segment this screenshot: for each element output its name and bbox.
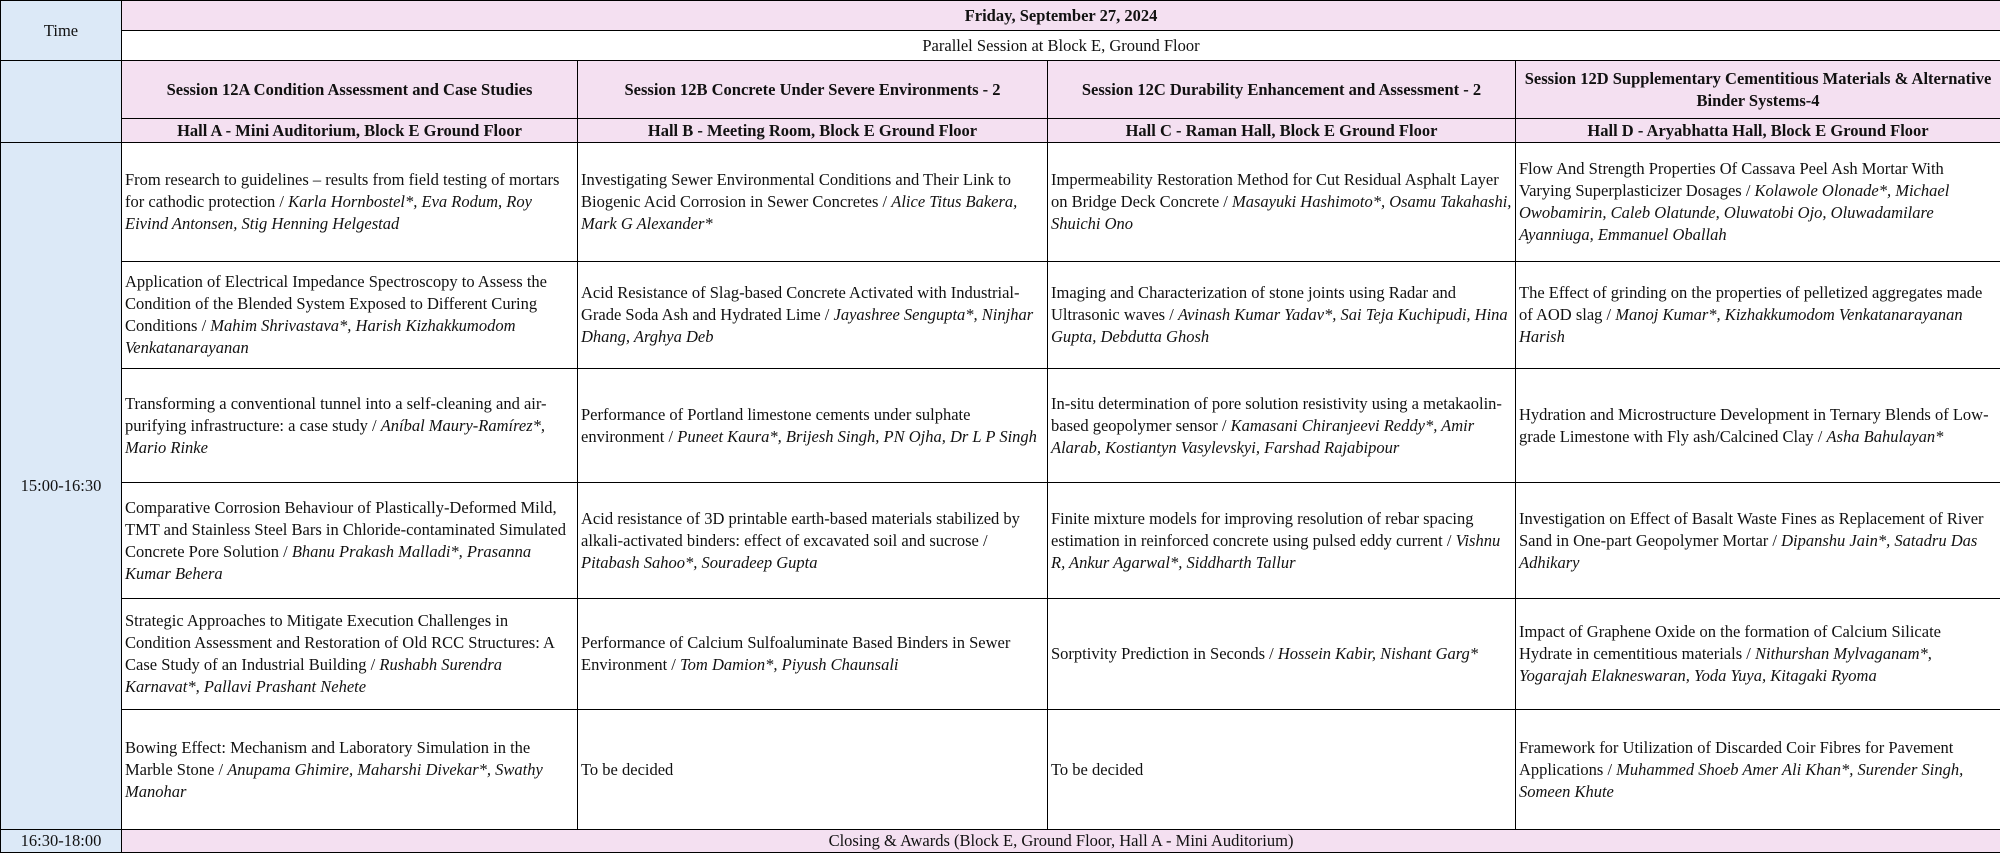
separator: / <box>1217 415 1231 435</box>
separator: / <box>1219 192 1232 211</box>
paper-authors: Jayashree Sengupta*, Ninjhar Dhang, Arghya Deb <box>581 305 1034 346</box>
paper-row <box>1 483 2000 599</box>
paper-title: Investigation on Effect of Basalt Waste Fines as Replacement of River Sand in One-part Geopolymer Mortar <box>1519 508 1984 550</box>
closing-awards: Closing & Awards (Block E, Ground Floor, Hall A - Mini Auditorium) <box>122 830 2000 853</box>
paper-title: In-situ determination of pore solution resistivity using a metakaolin-based geopolymer sensor <box>1051 393 1502 435</box>
paper-title: To be decided <box>581 759 674 779</box>
paper-title: Acid resistance of 3D printable earth-based materials stabilized by alkali-activated binders: effect of excavated soil and sucrose <box>581 508 1020 550</box>
paper-title: Bowing Effect: Mechanism and Laboratory Simulation in the Marble Stone <box>125 737 531 779</box>
separator: / <box>197 316 211 335</box>
paper-title: Finite mixture models for improving resolution of rebar spacing estimation in reinforced concrete using pulsed eddy current <box>1051 508 1474 550</box>
paper-title: Flow And Strength Properties Of Cassava Peel Ash Mortar With Varying Superplasticizer Dosages <box>1519 159 1944 200</box>
separator: / <box>878 192 892 211</box>
paper-cell <box>122 262 578 369</box>
time-spacer <box>1 61 122 143</box>
paper-cell <box>578 143 1048 262</box>
paper-title: Investigating Sewer Environmental Conditions and Their Link to Biogenic Acid Corrosion in Sewer Concretes <box>581 170 1011 211</box>
separator: / <box>1603 759 1617 779</box>
separator: / <box>1741 181 1755 200</box>
separator: / <box>664 426 678 446</box>
session-title-12c: Session 12C Durability Enhancement and Assessment - 2 <box>1048 61 1516 119</box>
time-header: Time <box>1 1 122 61</box>
separator: / <box>1265 644 1278 663</box>
paper-title: Acid Resistance of Slag-based Concrete Activated with Industrial-Grade Soda Ash and Hydrated Lime <box>581 283 1020 324</box>
paper-authors: Nithurshan Mylvaganam*, Yogarajah Elakneswaran, Yoda Yuya, Kitagaki Ryoma <box>1519 644 1932 685</box>
paper-authors: Alice Titus Bakera, Mark G Alexander* <box>581 192 1018 233</box>
paper-authors: Karla Hornbostel*, Eva Rodum, Roy Eivind Antonsen, Stig Henning Helgestad <box>125 192 532 233</box>
paper-title: The Effect of grinding on the properties of pelletized aggregates made of AOD slag <box>1519 283 1983 324</box>
separator: / <box>1602 305 1616 324</box>
paper-title: Comparative Corrosion Behaviour of Plastically-Deformed Mild, TMT and Stainless Steel Bars in Chloride-contaminated Simulated Concrete Pore Solution <box>125 497 566 561</box>
paper-title: Hydration and Microstructure Development in Ternary Blends of Low-grade Limestone with Fly ash/Calcined Clay <box>1519 404 1989 446</box>
paper-authors: Masayuki Hashimoto*, Osamu Takahashi, Shuichi Ono <box>1051 192 1512 233</box>
hall-a: Hall A - Mini Auditorium, Block E Ground Floor <box>122 119 578 143</box>
paper-title: Sorptivity Prediction in Seconds <box>1051 644 1266 663</box>
paper-cell <box>1048 262 1516 369</box>
paper-authors: Puneet Kaura*, Brijesh Singh, PN Ojha, Dr L P Singh <box>677 426 1037 446</box>
paper-title: Performance of Calcium Sulfoaluminate Based Binders in Sewer Environment <box>581 633 1011 674</box>
paper-cell <box>1048 143 1516 262</box>
paper-title: Application of Electrical Impedance Spectroscopy to Assess the Condition of the Blended System Exposed to Different Curing Conditions <box>125 272 547 335</box>
paper-title: Performance of Portland limestone cements under sulphate environment <box>581 404 971 446</box>
parallel-session-note: Parallel Session at Block E, Ground Floor <box>122 31 2000 61</box>
date-header: Friday, September 27, 2024 <box>122 1 2000 31</box>
paper-cell <box>122 599 578 710</box>
separator: / <box>367 415 381 435</box>
paper-authors: Aníbal Maury-Ramírez*, Mario Rinke <box>125 415 546 457</box>
paper-cell <box>1048 710 1516 830</box>
paper-title: Imaging and Characterization of stone joints using Radar and Ultrasonic waves <box>1051 283 1457 324</box>
separator: / <box>1813 426 1827 446</box>
paper-cell <box>1516 369 2000 483</box>
paper-cell <box>122 483 578 599</box>
separator: / <box>278 541 292 561</box>
paper-authors: Vishnu R, Ankur Agarwal*, Siddharth Tallur <box>1051 530 1501 572</box>
paper-authors: Kamasani Chiranjeevi Reddy*, Amir Alarab, Kostiantyn Vasylevskyi, Farshad Rajabipour <box>1051 415 1475 457</box>
paper-title: Transforming a conventional tunnel into a self-cleaning and air-purifying infrastructure: a case study <box>125 393 547 435</box>
paper-cell <box>1516 599 2000 710</box>
paper-authors: Asha Bahulayan* <box>1826 426 1944 446</box>
paper-cell <box>578 710 1048 830</box>
hall-b: Hall B - Meeting Room, Block E Ground Floor <box>578 119 1048 143</box>
paper-row <box>1 369 2000 483</box>
paper-authors: Manoj Kumar*, Kizhakkumodom Venkatanarayanan Harish <box>1519 305 1963 346</box>
paper-row <box>1 262 2000 369</box>
paper-authors: Rushabh Surendra Karnavat*, Pallavi Prashant Nehete <box>125 655 503 696</box>
slot-time: 15:00-16:30 <box>1 143 122 830</box>
separator: / <box>1768 530 1782 550</box>
session-title-12b: Session 12B Concrete Under Severe Environments - 2 <box>578 61 1048 119</box>
paper-authors: Hossein Kabir, Nishant Garg* <box>1277 644 1479 663</box>
paper-cell <box>1516 143 2000 262</box>
paper-cell <box>1516 483 2000 599</box>
paper-authors: Kolawole Olonade*, Michael Owobamirin, Caleb Olatunde, Oluwatobi Ojo, Oluwadamilare Ayanniuga, Emmanuel Oballah <box>1519 181 1950 244</box>
paper-cell <box>578 369 1048 483</box>
paper-title: Impermeability Restoration Method for Cut Residual Asphalt Layer on Bridge Deck Concrete <box>1051 170 1499 211</box>
separator: / <box>820 305 834 324</box>
paper-authors: Tom Damion*, Piyush Chaunsali <box>680 655 899 674</box>
hall-d: Hall D - Aryabhatta Hall, Block E Ground Floor <box>1516 119 2000 143</box>
paper-cell <box>122 369 578 483</box>
session-title-12a: Session 12A Condition Assessment and Case Studies <box>122 61 578 119</box>
closing-time: 16:30-18:00 <box>1 830 122 853</box>
paper-authors: Muhammed Shoeb Amer Ali Khan*, Surender Singh, Someen Khute <box>1519 759 1964 801</box>
paper-cell <box>1516 710 2000 830</box>
paper-cell <box>1048 599 1516 710</box>
paper-authors: Dipanshu Jain*, Satadru Das Adhikary <box>1519 530 1978 572</box>
paper-cell <box>578 262 1048 369</box>
separator: / <box>366 655 380 674</box>
paper-title: From research to guidelines – results from field testing of mortars for cathodic protection <box>125 170 560 211</box>
paper-cell <box>122 143 578 262</box>
paper-title: Strategic Approaches to Mitigate Execution Challenges in Condition Assessment and Restoration of Old RCC Structures: A Case Study of an Industrial Building <box>125 611 554 674</box>
hall-c: Hall C - Raman Hall, Block E Ground Floor <box>1048 119 1516 143</box>
separator: / <box>1742 644 1755 663</box>
paper-authors: Avinash Kumar Yadav*, Sai Teja Kuchipudi, Hina Gupta, Debdutta Ghosh <box>1051 305 1508 346</box>
paper-cell <box>578 599 1048 710</box>
paper-authors: Mahim Shrivastava*, Harish Kizhakkumodom Venkatanarayanan <box>125 316 516 357</box>
paper-cell <box>1048 483 1516 599</box>
paper-title: To be decided <box>1051 759 1144 779</box>
paper-authors: Pitabash Sahoo*, Souradeep Gupta <box>581 552 818 572</box>
paper-cell <box>578 483 1048 599</box>
session-title-12d: Session 12D Supplementary Cementitious Materials & Alternative Binder Systems-4 <box>1516 61 2000 119</box>
paper-cell <box>122 710 578 830</box>
paper-row <box>1 143 2000 262</box>
paper-row <box>1 599 2000 710</box>
paper-authors: Bhanu Prakash Malladi*, Prasanna Kumar Behera <box>125 541 532 583</box>
paper-cell <box>1048 369 1516 483</box>
separator: / <box>667 655 680 674</box>
paper-title: Impact of Graphene Oxide on the formation of Calcium Silicate Hydrate in cementitious materials <box>1519 622 1941 663</box>
paper-title: Framework for Utilization of Discarded Coir Fibres for Pavement Applications <box>1519 737 1954 779</box>
paper-authors: Anupama Ghimire, Maharshi Divekar*, Swathy Manohar <box>125 759 543 801</box>
paper-row <box>1 710 2000 830</box>
paper-cell <box>1516 262 2000 369</box>
separator: / <box>1442 530 1456 550</box>
separator: / <box>214 759 228 779</box>
separator: / <box>275 192 289 211</box>
separator: / <box>1165 305 1178 324</box>
separator: / <box>978 530 988 550</box>
